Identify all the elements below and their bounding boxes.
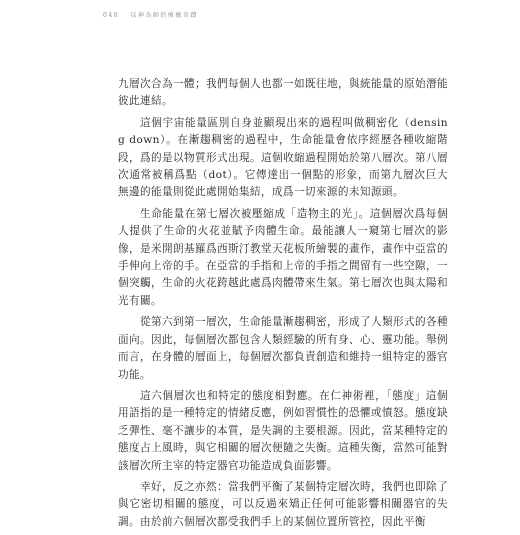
running-header [103,10,198,19]
paragraph: 從第六到第一層次，生命能量漸趨稠密，形成了人類形式的各種面向。因此，每個層次都包含人類經驗的所有身、心、靈功能。舉例而言，在身體的層面上，每個層次都負責創造和維持一組特定的器官功能。 [118,316,448,381]
body-text [118,76,448,535]
running-title: 以神為師的療癒奇蹟 [130,12,198,19]
paragraph: 九層次合為一體；我們每個人也都一如既往地，與統能量的原始潛能彼此連結。 [118,78,448,108]
paragraph: 生命能量在第七層次被壓縮成「造物主的光」。這個層次爲每個人提供了生命的火花並賦予肉體生命。最能讓人一窺第七層次的影像，是米開朗基羅爲西斯汀教堂天花板所繪製的畫作，畫作中亞當的手伸向上帝的手。在亞當的手指和上帝的手指之間留有一些空隙，一個突觸，生命的火花跨越此處爲肉體帶來生氣。第七層次也與太陽和光有關。 [118,207,448,307]
paragraph: 這六個層次也和特定的態度相對應。在仁神術裡，「態度」這個用語指的是一種特定的情緒反應，例如習慣性的恐懼或憤怒。態度缺乏彈性、毫不讓步的本質，是失調的主要根源。因此，當某種特定的態度占上風時，與它相關的層次便隨之失衡。這種失衡，當然可能對該層次所主宰的特定器官功能造成負面影響。 [118,389,448,472]
paragraph: 這個宇宙能量區別自身並顯現出來的過程叫做稠密化（densing down）。在漸趨稠密的過程中，生命能量會依序經歷各種收縮階段，爲的是以物質形式出現。這個收縮過程開始於第八層次。第八層次通常被稱爲點（dot）。它傳達出一個點的形象，而第九層次巨大無邊的能量則從此處開始集結，成爲一切來源的未知源頭。 [118,116,448,199]
paragraph: 幸好，反之亦然：當我們平衡了某個特定層次時，我們也即除了與它密切相關的態度，可以反過來矯正任何可能影響相關器官的失調。由於前六個層次都受我們手上的某個位置所管控，因此平衡 [118,480,448,528]
page-number: 040 [103,12,119,19]
